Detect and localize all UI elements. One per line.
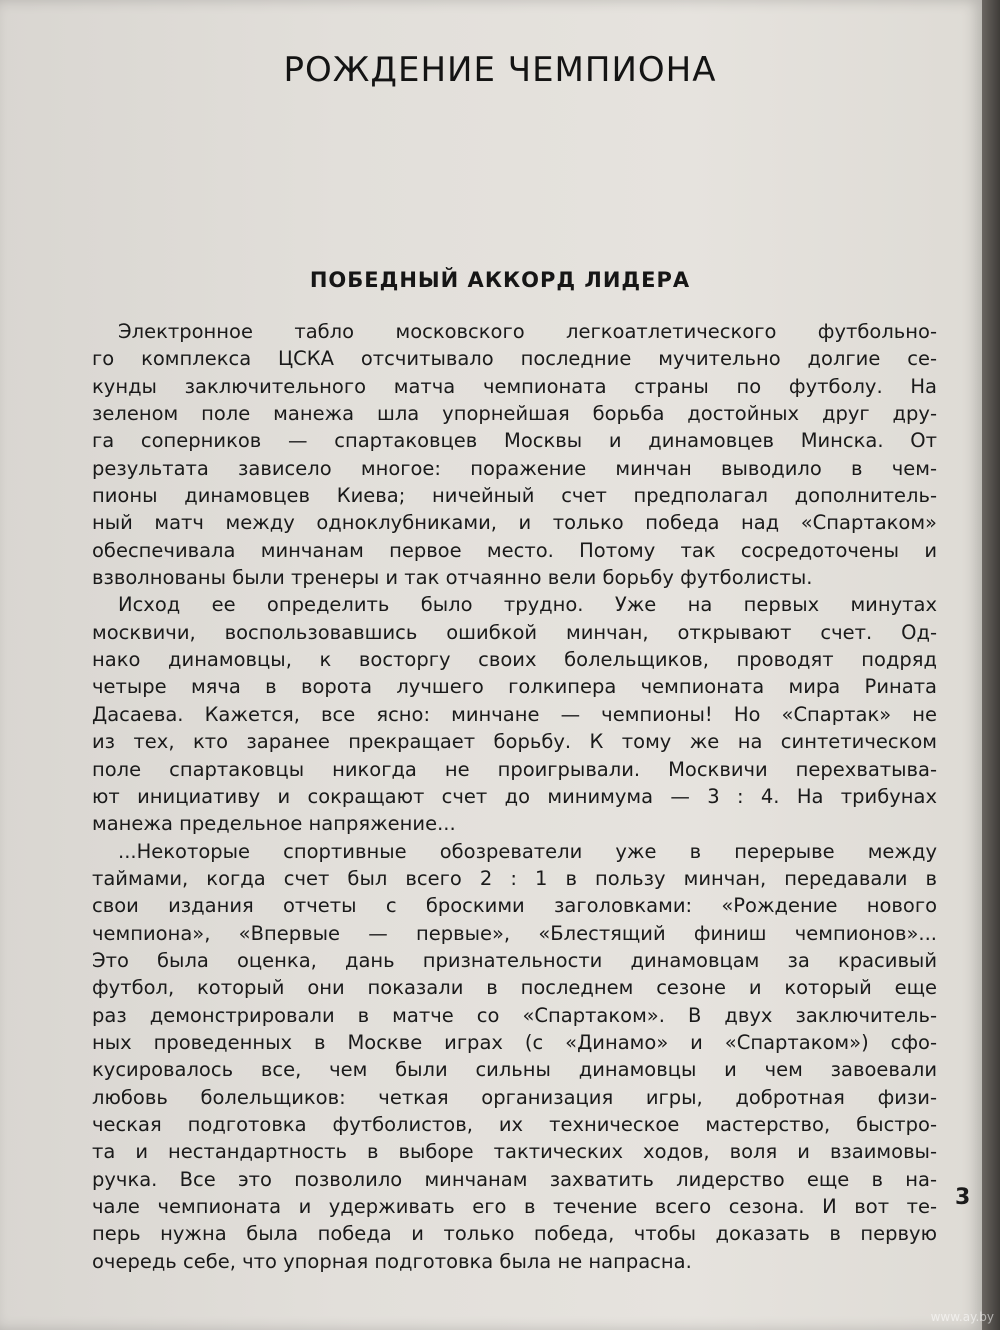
text-line: манежа предельное напряжение... — [92, 812, 456, 836]
text-line: ный матч между одноклубниками, и только победа над «Спартаком» — [92, 511, 937, 535]
text-line: Исход ее определить было трудно. Уже на первых минутах — [118, 593, 937, 617]
chapter-title: РОЖДЕНИЕ ЧЕМПИОНА — [283, 50, 717, 90]
text-line: перь нужна была победа и только победа, чтобы доказать в первую — [92, 1222, 937, 1246]
text-line: четыре мяча в ворота лучшего голкипера чемпионата мира Рината — [92, 675, 937, 699]
text-line: ...Некоторые спортивные обозреватели уже в перерыве между — [118, 839, 937, 863]
watermark: www.ay.by — [930, 1310, 994, 1324]
text-line: Электронное табло московского легкоатлетического футбольно- — [118, 320, 937, 343]
text-line: любовь болельщиков: четкая организация игры, добротная физи- — [92, 1085, 937, 1109]
text-line: результата зависело многое: поражение минчан выводило в чем- — [92, 456, 937, 480]
page-edge-shadow — [982, 0, 1000, 1330]
text-line: свои издания отчеты с броскими заголовками: «Рождение нового — [92, 894, 937, 918]
text-line: ют инициативу и сокращают счет до минимума — 3 : 4. На трибунах — [92, 784, 937, 808]
text-line: взволнованы были тренеры и так отчаянно вели борьбу футболисты. — [92, 566, 813, 590]
text-line: обеспечивала минчанам первое место. Потому так сосредоточены и — [92, 538, 937, 562]
text-line: из тех, кто заранее прекращает борьбу. К тому же на синтетическом — [92, 730, 937, 754]
text-line: нако динамовцы, к восторгу своих болельщиков, проводят подряд — [92, 648, 937, 672]
page-number: 3 — [955, 1185, 971, 1210]
text-line: раз демонстрировали в матче со «Спартаком». В двух заключитель- — [92, 1003, 937, 1027]
text-line: кунды заключительного матча чемпионата страны по футболу. На — [92, 374, 937, 398]
text-line: га соперников — спартаковцев Москвы и динамовцев Минска. От — [92, 429, 937, 453]
text-line: чале чемпионата и удерживать его в течение всего сезона. И вот те- — [92, 1195, 937, 1218]
text-line: поле спартаковцы никогда не проигрывали. Москвичи перехватыва- — [92, 757, 937, 781]
text-line: москвичи, воспользовавшись ошибкой минчан, открывают счет. Од- — [92, 620, 937, 644]
text-line: Это была оценка, дань признательности динамовцам за красивый — [92, 948, 937, 972]
text-line: та и нестандартность в выборе тактических ходов, воля и взаимовы- — [92, 1140, 937, 1164]
text-line: кусировалось все, чем были сильны динамовцы и чем завоевали — [92, 1058, 937, 1082]
text-line: зеленом поле манежа шла упорнейшая борьба достойных друг дру- — [92, 402, 937, 426]
text-line: ных проведенных в Москве играх (с «Динамо» и «Спартаком») сфо- — [92, 1030, 937, 1054]
text-line: чемпиона», «Впервые — первые», «Блестящий финиш чемпионов»... — [92, 921, 937, 945]
text-line: очередь себе, что упорная подготовка была не напрасна. — [92, 1249, 692, 1273]
text-line: таймами, когда счет был всего 2 : 1 в пользу минчан, передавали в — [92, 866, 937, 890]
text-line: ческая подготовка футболистов, их техническое мастерство, быстро- — [92, 1112, 937, 1136]
text-line: го комплекса ЦСКА отсчитывало последние мучительно долгие се- — [92, 347, 937, 371]
text-line: футбол, который они показали в последнем сезоне и который еще — [92, 976, 937, 1000]
body-text — [92, 318, 937, 1275]
text-line: ручка. Все это позволило минчанам захватить лидерство еще в на- — [92, 1167, 937, 1191]
text-line: пионы динамовцев Киева; ничейный счет предполагал дополнитель- — [92, 484, 937, 508]
section-title: ПОБЕДНЫЙ АККОРД ЛИДЕРА — [309, 268, 691, 292]
text-line: Дасаева. Кажется, все ясно: минчане — чемпионы! Но «Спартак» не — [92, 702, 937, 726]
